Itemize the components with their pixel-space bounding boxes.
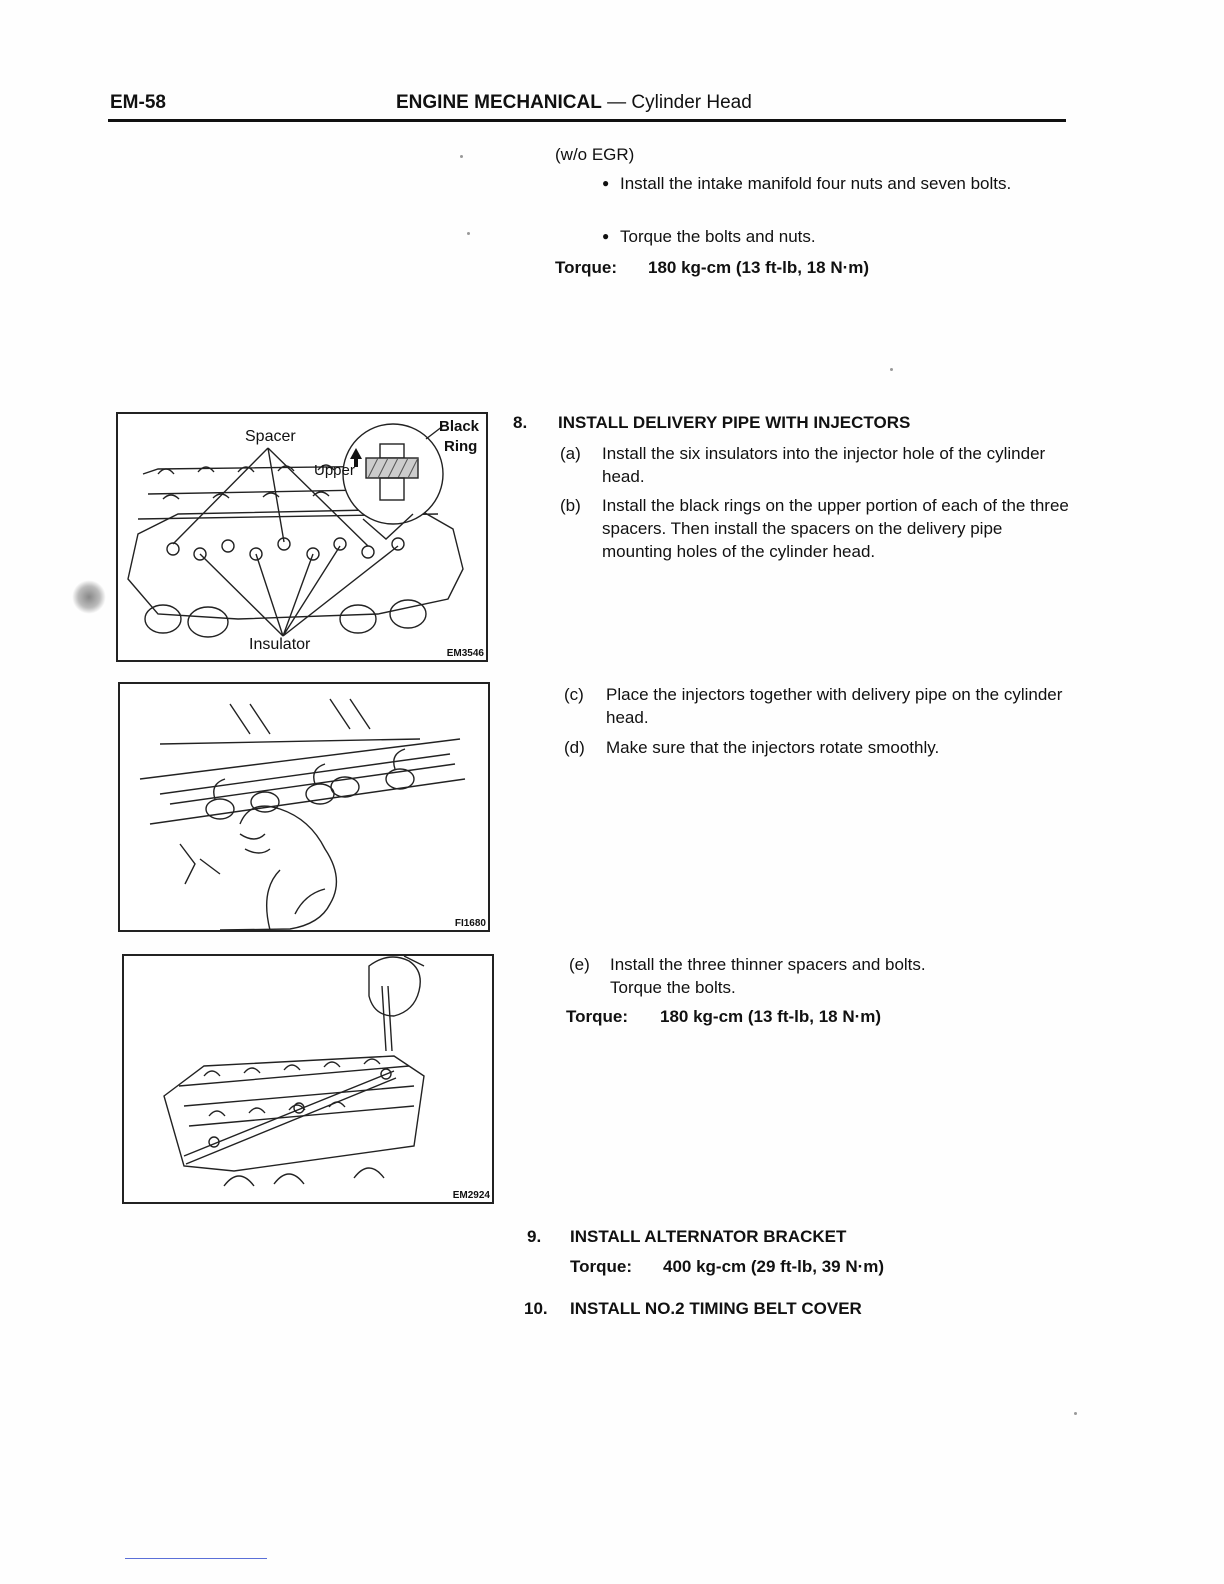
step8-a-text: Install the six insulators into the injector hole of the cylinder head.	[602, 444, 1046, 486]
intro-torque-label: Torque:	[555, 258, 618, 277]
step9-torque-label: Torque:	[570, 1257, 633, 1276]
step8-number: 8.	[513, 413, 528, 432]
step10-title: INSTALL NO.2 TIMING BELT COVER	[570, 1299, 862, 1318]
step8-d-text: Make sure that the injectors rotate smoothly.	[606, 738, 940, 757]
torque-wrench-illustration	[124, 956, 492, 1202]
egr-condition: (w/o EGR)	[555, 145, 635, 164]
figure-code-em2924: EM2924	[452, 1190, 490, 1201]
bottom-margin-line	[125, 1558, 267, 1559]
intro-bullet-1: ● Install the intake manifold four nuts and seven bolts.	[620, 172, 1070, 195]
figure-spacer-insulator	[116, 412, 488, 662]
injector-hand-illustration	[120, 684, 488, 930]
punch-hole-mark	[72, 580, 106, 614]
step9-number: 9.	[527, 1227, 542, 1246]
step8-torque-value: 180 kg-cm (13 ft-lb, 18 N·m)	[660, 1007, 882, 1026]
page-code: EM-58	[110, 92, 166, 113]
step9-torque-value: 400 kg-cm (29 ft-lb, 39 N·m)	[663, 1257, 885, 1276]
step8-c-text: Place the injectors together with delivery pipe on the cylinder head.	[606, 685, 1063, 727]
scan-speck	[460, 155, 463, 158]
subsection-title: Cylinder Head	[631, 92, 752, 113]
step8-title: INSTALL DELIVERY PIPE WITH INJECTORS	[558, 413, 911, 432]
step8-e-text-2: Torque the bolts.	[610, 978, 736, 997]
step8-b-text: Install the black rings on the upper portion of each of the three spacers. Then install the spacers on the delivery pipe mounting holes of the cylinder head.	[602, 496, 1069, 561]
cylinder-head-spacer-illustration	[118, 414, 486, 660]
label-black: Black	[439, 418, 480, 435]
figure-code-em3546: EM3546	[446, 648, 484, 659]
step8-e-text-1: Install the three thinner spacers and bolts.	[610, 955, 926, 974]
step10-number: 10.	[524, 1299, 548, 1318]
figure-injector-placement	[118, 682, 490, 932]
scan-speck	[890, 368, 893, 371]
step8-a-label: (a)	[560, 444, 581, 463]
figure-torque-bolts	[122, 954, 494, 1204]
step8-e-label: (e)	[569, 955, 590, 974]
header-dash: —	[607, 92, 627, 113]
label-upper: Upper	[314, 462, 355, 479]
step8-torque-label: Torque:	[566, 1007, 629, 1026]
label-insulator: Insulator	[249, 636, 311, 653]
label-ring: Ring	[444, 438, 478, 455]
section-title: ENGINE MECHANICAL	[396, 92, 602, 113]
step9-title: INSTALL ALTERNATOR BRACKET	[570, 1227, 847, 1246]
step8-d-label: (d)	[564, 738, 585, 757]
label-spacer: Spacer	[245, 428, 296, 445]
header-rule	[108, 119, 1066, 122]
intro-bullet-2: ● Torque the bolts and nuts.	[620, 225, 1070, 248]
scan-speck	[467, 232, 470, 235]
intro-torque-value: 180 kg-cm (13 ft-lb, 18 N·m)	[648, 258, 870, 277]
page-header-title	[396, 92, 752, 114]
step8-b-label: (b)	[560, 496, 581, 515]
step8-c-label: (c)	[564, 685, 584, 704]
figure-code-fi1680: FI1680	[454, 918, 486, 929]
scan-speck	[1074, 1412, 1077, 1415]
